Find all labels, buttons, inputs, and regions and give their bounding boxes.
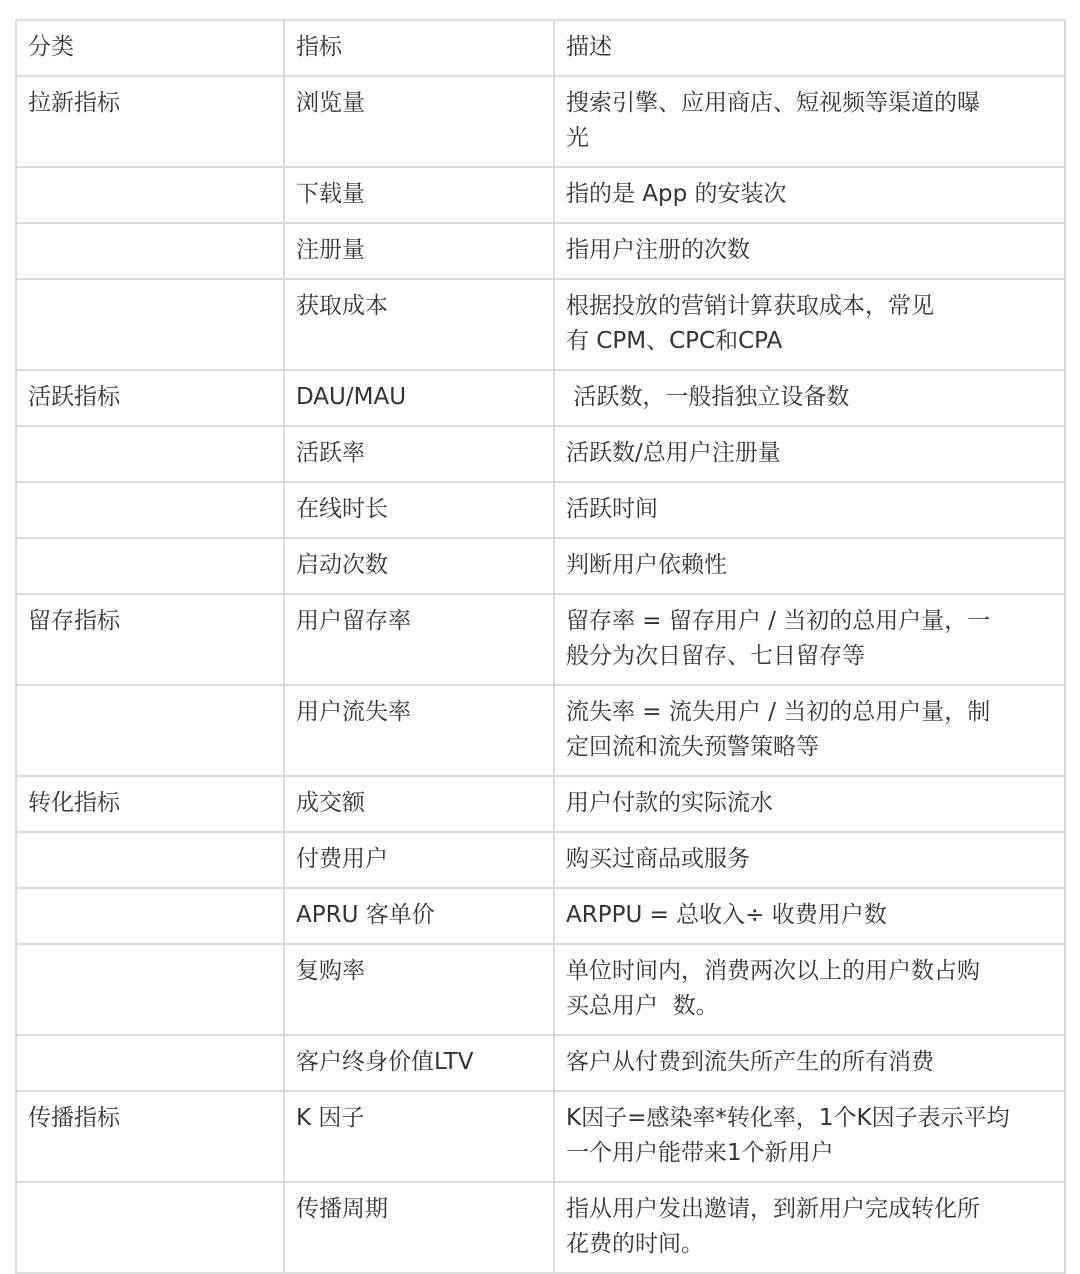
table-row	[16, 223, 1065, 279]
header-indicator: 指标	[284, 20, 554, 76]
cell-description: 用户付款的实际流水	[554, 776, 1065, 832]
table-row	[16, 1035, 1065, 1091]
cell-category	[16, 538, 284, 594]
cell-indicator: 复购率	[284, 944, 554, 1035]
cell-category	[16, 685, 284, 776]
cell-indicator: 用户留存率	[284, 594, 554, 685]
cell-indicator: 下载量	[284, 167, 554, 223]
cell-indicator: APRU 客单价	[284, 888, 554, 944]
cell-description: 单位时间内，消费两次以上的用户数占购 买总用户 数。	[554, 944, 1065, 1035]
cell-category	[16, 223, 284, 279]
cell-description: 指的是 App 的安装次	[554, 167, 1065, 223]
cell-description: 搜索引擎、应用商店、短视频等渠道的曝 光	[554, 76, 1065, 167]
table-row	[16, 832, 1065, 888]
cell-category: 活跃指标	[16, 370, 284, 426]
cell-indicator: K 因子	[284, 1091, 554, 1182]
cell-indicator: 传播周期	[284, 1182, 554, 1273]
cell-description: 客户从付费到流失所产生的所有消费	[554, 1035, 1065, 1091]
cell-description: 指从用户发出邀请，到新用户完成转化所 花费的时间。	[554, 1182, 1065, 1273]
cell-indicator: 用户流失率	[284, 685, 554, 776]
header-category: 分类	[16, 20, 284, 76]
table-row	[16, 76, 1065, 167]
cell-category	[16, 888, 284, 944]
cell-description: K因子=感染率*转化率，1个K因子表示平均 一个用户能带来1个新用户	[554, 1091, 1065, 1182]
cell-description: 留存率 = 留存用户 / 当初的总用户量，一 般分为次日留存、七日留存等	[554, 594, 1065, 685]
cell-indicator: 在线时长	[284, 482, 554, 538]
cell-category	[16, 1035, 284, 1091]
header-description: 描述	[554, 20, 1065, 76]
cell-category	[16, 482, 284, 538]
cell-description: 指用户注册的次数	[554, 223, 1065, 279]
table-body	[16, 76, 1065, 1273]
table-row	[16, 167, 1065, 223]
cell-indicator: 成交额	[284, 776, 554, 832]
metrics-table	[15, 19, 1066, 1274]
table-row	[16, 538, 1065, 594]
cell-description: 根据投放的营销计算获取成本，常见 有 CPM、CPC和CPA	[554, 279, 1065, 370]
cell-indicator: 启动次数	[284, 538, 554, 594]
table-row	[16, 594, 1065, 685]
cell-description: 流失率 = 流失用户 / 当初的总用户量，制 定回流和流失预警策略等	[554, 685, 1065, 776]
cell-category	[16, 1182, 284, 1273]
table-row	[16, 685, 1065, 776]
cell-description: 购买过商品或服务	[554, 832, 1065, 888]
table-row	[16, 279, 1065, 370]
cell-indicator: 浏览量	[284, 76, 554, 167]
cell-category	[16, 832, 284, 888]
cell-category: 转化指标	[16, 776, 284, 832]
cell-indicator: 获取成本	[284, 279, 554, 370]
cell-description: 活跃时间	[554, 482, 1065, 538]
table-row	[16, 776, 1065, 832]
cell-category	[16, 279, 284, 370]
cell-description: 活跃数，一般指独立设备数	[554, 370, 1065, 426]
cell-category: 传播指标	[16, 1091, 284, 1182]
cell-category	[16, 944, 284, 1035]
table-header-row	[16, 20, 1065, 76]
cell-category: 拉新指标	[16, 76, 284, 167]
table-row	[16, 426, 1065, 482]
table-row	[16, 370, 1065, 426]
table-row	[16, 482, 1065, 538]
cell-indicator: 客户终身价值LTV	[284, 1035, 554, 1091]
cell-description: 判断用户依赖性	[554, 538, 1065, 594]
cell-category: 留存指标	[16, 594, 284, 685]
cell-description: ARPPU = 总收入÷ 收费用户数	[554, 888, 1065, 944]
cell-indicator: 活跃率	[284, 426, 554, 482]
cell-description: 活跃数/总用户注册量	[554, 426, 1065, 482]
table-row	[16, 1091, 1065, 1182]
cell-category	[16, 167, 284, 223]
cell-indicator: 注册量	[284, 223, 554, 279]
table-row	[16, 1182, 1065, 1273]
cell-indicator: DAU/MAU	[284, 370, 554, 426]
table-row	[16, 944, 1065, 1035]
cell-category	[16, 426, 284, 482]
table-row	[16, 888, 1065, 944]
cell-indicator: 付费用户	[284, 832, 554, 888]
